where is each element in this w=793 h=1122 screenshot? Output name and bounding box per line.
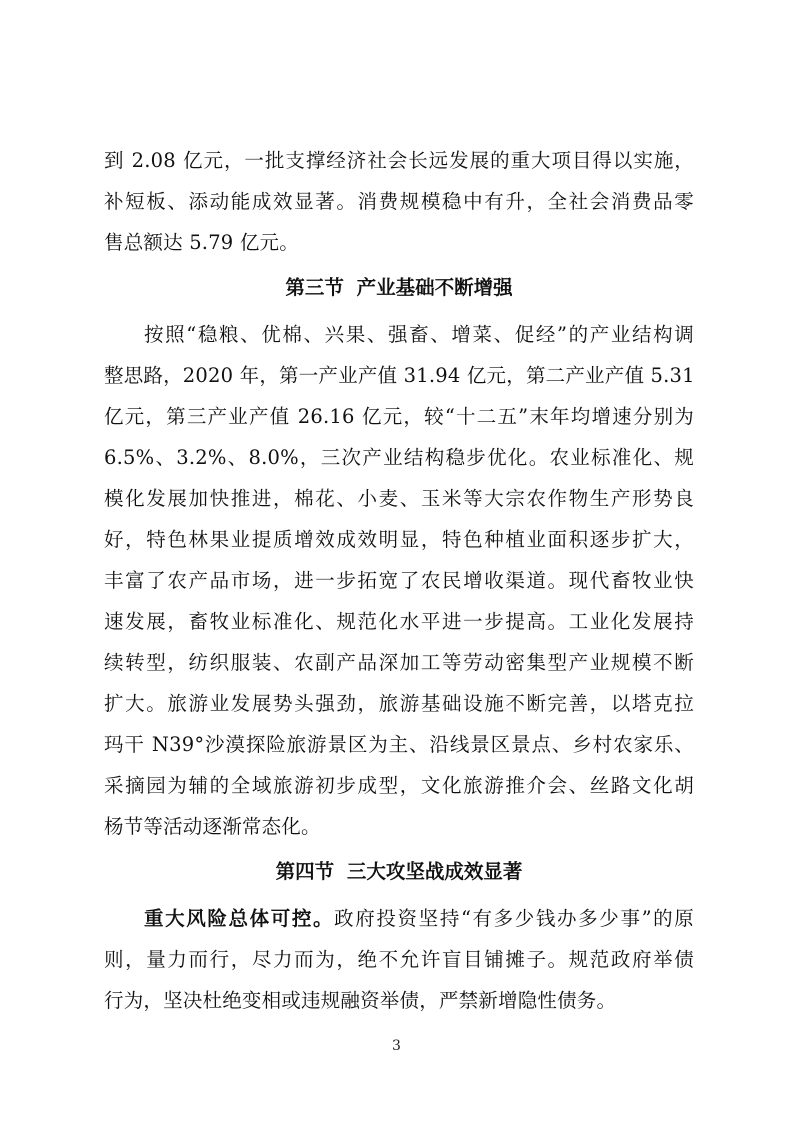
text-line: 杨节等活动逐渐常态化。 [104, 815, 321, 838]
section-3-paragraph [104, 314, 694, 847]
text-line-rest: 政府投资坚持“有多少钱办多少事”的原 [334, 907, 694, 930]
text-line: 扩大。旅游业发展势头强劲，旅游基础设施不断完善，以塔克拉 [104, 692, 694, 715]
section-4-heading: 第四节 三大攻坚战成效显著 [275, 860, 523, 883]
section-3-heading: 第三节 产业基础不断增强 [285, 276, 513, 299]
text-line: 则，量力而行，尽力而为，绝不允许盲目铺摊子。规范政府举债 [104, 948, 694, 971]
text-line: 亿元，第三产业产值 26.16 亿元，较“十二五”末年均增速分别为 [104, 405, 694, 428]
text-line [104, 898, 694, 939]
text-line: 补短板、添动能成效显著。消费规模稳中有升，全社会消费品零 [104, 190, 694, 213]
text-line: 续转型，纺织服装、农副产品深加工等劳动密集型产业规模不断 [104, 651, 694, 674]
text-line: 好，特色林果业提质增效成效明显，特色种植业面积逐步扩大， [104, 528, 694, 551]
text-line: 到 2.08 亿元，一批支撑经济社会长远发展的重大项目得以实施， [104, 149, 694, 172]
paragraph-1 [104, 140, 694, 263]
text-line: 行为，坚决杜绝变相或违规融资举债，严禁新增隐性债务。 [104, 989, 617, 1012]
text-line: 丰富了农产品市场，进一步拓宽了农民增收渠道。现代畜牧业快 [104, 569, 694, 592]
text-line: 模化发展加快推进，棉花、小麦、玉米等大宗农作物生产形势良 [104, 487, 694, 510]
text-line: 速发展，畜牧业标准化、规范化水平进一步提高。工业化发展持 [104, 610, 694, 633]
lead-bold-phrase: 重大风险总体可控。 [144, 907, 335, 930]
text-line: 整思路，2020 年，第一产业产值 31.94 亿元，第二产业产值 5.31 [104, 364, 695, 387]
text-line: 按照“稳粮、优棉、兴果、强畜、增菜、促经”的产业结构调 [144, 323, 694, 346]
document-body [104, 140, 694, 1021]
text-line: 采摘园为辅的全域旅游初步成型，文化旅游推介会、丝路文化胡 [104, 774, 694, 797]
text-line: 6.5%、3.2%、8.0%，三次产业结构稳步优化。农业标准化、规 [104, 446, 694, 469]
text-line: 售总额达 5.79 亿元。 [104, 231, 299, 254]
section-4-paragraph [104, 898, 694, 1021]
text-line: 玛干 N39°沙漠探险旅游景区为主、沿线景区景点、乡村农家乐、 [104, 733, 694, 756]
page-number: 3 [392, 1038, 401, 1054]
